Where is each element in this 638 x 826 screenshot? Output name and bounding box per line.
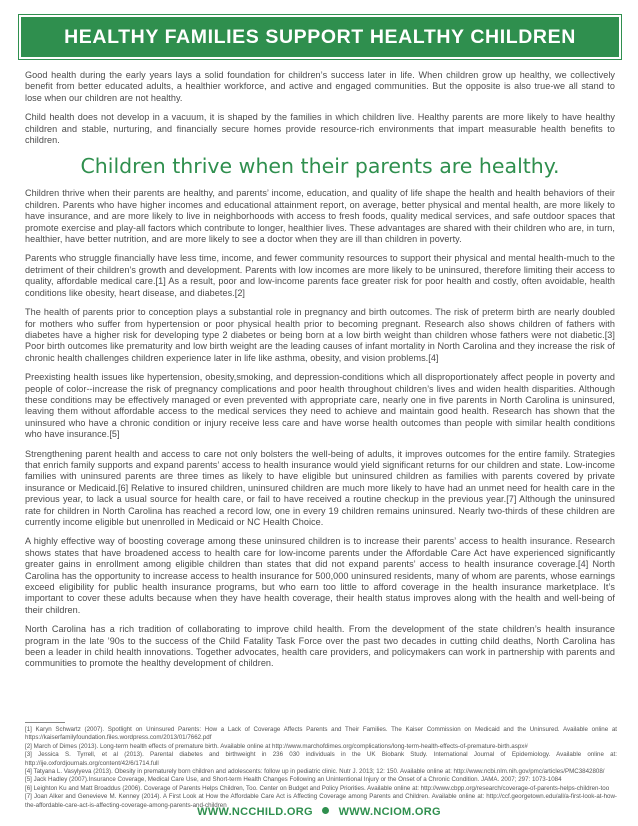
body-paragraph: Children thrive when their parents are healthy, and parents’ income, education, and quality of life shape the health and health behaviors of their children. Parents who have higher incomes and educational attainment report, on average, better physical and mental health, are more likely to have insurance, and are more likely to live in neighborhoods with access to fresh foods, quality medical services, and safe outdoor spaces that promote exercise and play-all factors which contribute to longer, healthier lives. These advantages are shared with their children who are, in turn, healthier, have better nutrition, and are more likely to see a doctor when they are ill than children in poverty.: [25, 188, 615, 245]
footnote-divider: [25, 722, 65, 723]
bullet-icon: [322, 807, 329, 814]
body-paragraph: North Carolina has a rich tradition of collaborating to improve child health. From the development of the state children’s health insurance program in the late ’90s to the success of the Child Fatality Task Force over the past two decades in cutting child deaths, North Carolina has been a leader in child health innovations. Together advocates, health care providers, and policymakers can work in partnership with parents and communities to promote the healthy development of children.: [25, 624, 615, 669]
page-title: HEALTHY FAMILIES SUPPORT HEALTHY CHILDREN: [64, 25, 576, 48]
footnote: [4] Tatyana L. Vasylyeva (2013). Obesity in prematurely born children and adolescents: follow up in pediatric clinic. Nutr J. 2013; 12: 150. Available online at: http://www.ncbi.nlm.nih.gov/pmc/articles/PMC3842808/: [25, 768, 605, 776]
intro-paragraph: Good health during the early years lays a solid foundation for children’s success later in life. When children grow up healthy, we collectively benefit from better educated adults, a healthier workforce, and active and engaged communities. But the opposite is also true-we all stand to lose when our children are not healthy.: [25, 70, 615, 103]
footnote: [2] March of Dimes (2013). Long-term health effects of premature birth. Available online at http://www.marchofdimes.org/complications/long-term-health-effects-of-premature-birth.aspx#: [25, 742, 528, 750]
footnote: [7] Joan Alker and Genevieve M. Kenney (2014). A First Look at How the Affordable Care Act is Affecting Coverage among Parents and Children. Available online at: http://ccf.georgetown.edu/all/a-first-look-at-how-the-affordable-care-act-is-affecting-coverage-among-parents-and-children: [25, 793, 617, 809]
intro-paragraph: Child health does not develop in a vacuum, it is shaped by the families in which children live. Healthy parents are more likely to have healthy children and stable, nurturing, and financially secure homes provide resource-rich environments that impart measurable health benefits to children.: [25, 112, 615, 146]
footnote: [5] Jack Hadley (2007).Insurance Coverage, Medical Care Use, and Short-term Health Changes Following an Unintentional Injury or the Onset of a Chronic Condition. JAMA. 2007; 297: 1073-1084: [25, 776, 562, 784]
body-paragraph: Strengthening parent health and access to care not only bolsters the well-being of adults, it improves outcomes for the entire family. Strategies that enrich family supports and expand parents’ access to health insurance would yield significant returns for our children and state. Low-income families with uninsured parents are three times as likely to have eligible but uninsured children as families with parents covered by private insurance or Medicaid.[6] Relative to insured children, uninsured children are much more likely to have had an unmet need for health care in the previous year, to lack a usual source for health care, or fail to have received a routine checkup in the previous year.[7] Although the uninsured rate for children in North Carolina has reached a record low, one in every 19 children remains uninsured. Nearly two-thirds of these children are currently income eligible but unenrolled in Medicaid or NC Health Choice.: [25, 448, 615, 527]
body-paragraph: A highly effective way of boosting coverage among these uninsured children is to increase their parents’ access to health insurance. Research shows states that have broadened access to health care for low-income parents under the Affordable Care Act have experienced significantly greater gains in enrollment among eligible children than states that did not expand parents’ access to health insurance coverage.[4] North Carolina has the opportunity to increase access to health insurance for 500,000 uninsured residents, many of whom are parents, whose earnings exceed eligibility for public health insurance programs, but who earn too little to afford coverage in the health insurance marketplace. It’s important to cover these adults because when they have health coverage, their health status improves along with the health and well-being of their children.: [25, 536, 615, 615]
footnote: [3] Jessica S. Tyrrell, et al (2013). Parental diabetes and birthweight in 236 030 individuals in the UK Biobank Study. International Journal of Epidemiology. Available online at: http://ije.oxfordjournals.org/content/42/6/1714.full: [25, 751, 617, 767]
body-paragraph: Parents who struggle financially have less time, income, and fewer community resources to support their physical and mental health-much to the detriment of their children’s growth and development. Parents with low incomes are more likely to be uninsured, therefore limiting their access to quality, affordable medical care.[1] As a result, poor and low-income parents face greater risk for poor health and costly, often avoidable, health conditions like obesity, heart disease, and diabetes.[2]: [25, 253, 615, 298]
body-paragraph: Preexisting health issues like hypertension, obesity,smoking, and depression-conditions which all disproportionately affect people in poverty and people of color--increase the risk of pregnancy complications and poor health throughout children’s lives and widen health disparities. Although these conditions may be effectively managed or even prevented with appropriate care, nearly one in five parents in North Carolina is uninsured, leaving them without affordable access to the medical services they need to achieve and maintain good health. Research has shown that the uninsured who have a chronic condition or injury receive less care and have worse health outcomes than people with similar health conditions who have insurance.[5]: [25, 372, 615, 440]
body-paragraph: The health of parents prior to conception plays a substantial role in pregnancy and birth outcomes. The risk of preterm birth are nearly doubled for mothers who suffer from hypertension or poor physical health prior to becoming pregnant. Research also shows children of fathers with diabetes have a higher risk for developing type 2 diabetes or being born at a low birth weight than children whose fathers were not diabetic.[3] Poor birth outcomes like prematurity and low birth weight are the leading causes of infant mortality in North Carolina and they increase the risk of chronic health challenges children experience later in life like asthma, obesity, and vision problems.[4]: [25, 307, 615, 363]
footer-link-ncchild[interactable]: WWW.NCCHILD.ORG: [197, 806, 313, 818]
footer-link-nciom[interactable]: WWW.NCIOM.ORG: [338, 806, 441, 818]
footnotes: [25, 726, 617, 810]
title-banner: [18, 14, 622, 60]
main-content: [25, 70, 615, 678]
section-heading: Children thrive when their parents are healthy.: [80, 154, 560, 179]
footnote: [6] Leighton Ku and Matt Broaddus (2006). Coverage of Parents Helps Children, Too. Center on Budget and Policy Priorities. Available online at: http://www.cbpp.org/research/coverage-of-parents-helps-children-too: [25, 784, 610, 792]
footer: [0, 806, 638, 818]
footnote: [1] Karyn Schwartz (2007). Spotlight on Uninsured Parents: How a Lack of Coverage Affects Parents and Their Families. The Kaiser Commission on Medicaid and the Uninsured. Available online at https://kaiserfamilyfoundation.files.wordpress.com/2013/01/7662.pdf: [25, 726, 617, 742]
